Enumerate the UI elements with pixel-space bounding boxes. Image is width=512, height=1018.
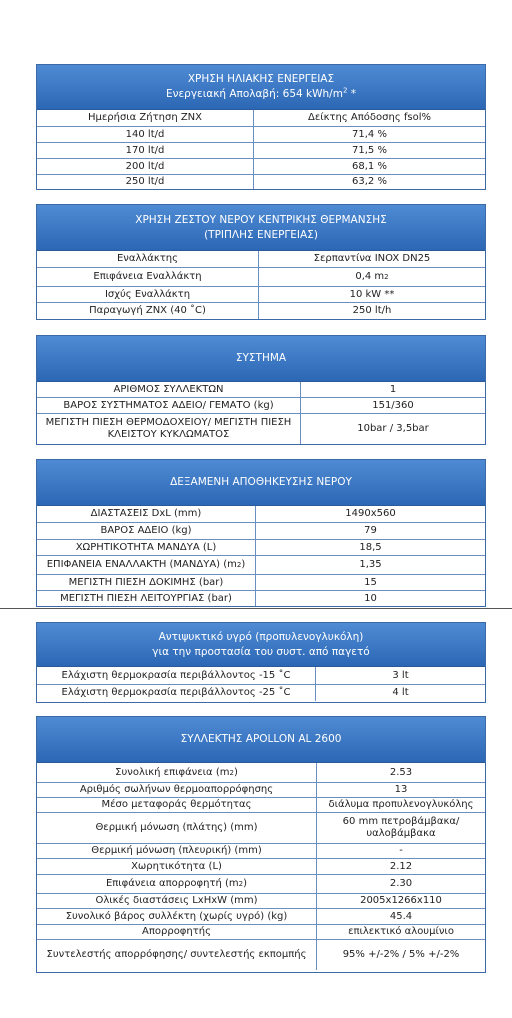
column-header: Δείκτης Απόδοσης fsol% <box>308 112 431 123</box>
table-row <box>37 397 485 413</box>
row-value: 15 <box>364 576 377 588</box>
row-label: ΕΠΙΦΑΝΕΙΑ ΕΝΑΛΛΑΚΤΗ (ΜΑΝΔΥΑ) (m 2 ) <box>37 556 256 574</box>
row-label: ΜΕΓΙΣΤΗ ΠΙΕΣΗ ΔΟΚΙΜΗΣ (bar) <box>37 575 256 590</box>
table-row <box>37 893 485 908</box>
row-label: ΔΙΑΣΤΑΣΕΙΣ DxL (mm) <box>37 506 256 522</box>
row-label: ΒΑΡΟΣ ΑΔΕΙΟ (kg) <box>37 523 256 539</box>
row-label: ΧΩΡΗΤΙΚΟΤΗΤΑ ΜΑΝΔΥΑ (L) <box>37 540 256 555</box>
row-value: 71,5 % <box>352 144 387 156</box>
row-label: ΜΕΓΙΣΤΗ ΠΙΕΣΗ ΛΕΙΤΟΥΡΓΙΑΣ (bar) <box>37 591 256 606</box>
system-header <box>37 336 485 382</box>
table-row <box>37 908 485 924</box>
solar-energy-table <box>36 64 486 190</box>
table-row <box>37 522 485 539</box>
row-value: 45.4 <box>389 910 413 922</box>
collector-table <box>36 716 486 973</box>
table-row <box>37 251 485 267</box>
row-value: 0,4 m 2 <box>355 271 389 282</box>
row-value: 79 <box>364 525 377 536</box>
collector-title: ΣΥΛΛΕΚΤΗΣ APOLLON AL 2600 <box>180 733 342 745</box>
solar-energy-title: ΧΡΗΣΗ ΗΛΙΑΚΗΣ ΕΝΕΡΓΕΙΑΣ <box>187 73 335 85</box>
table-row <box>37 797 485 812</box>
row-value: 68,1 % <box>352 160 387 172</box>
water-tank-header <box>37 460 485 506</box>
table-row <box>37 267 485 286</box>
row-value: 1490x560 <box>345 508 396 519</box>
row-value: 71,4 % <box>352 128 387 140</box>
column-header: Ημερήσια Ζήτηση ΖΝΧ <box>37 110 254 126</box>
table-row <box>37 286 485 302</box>
table-row <box>37 539 485 555</box>
row-value: επιλεκτικό αλουμίνιο <box>348 926 454 937</box>
energy-gain: Ενεργειακή Απολαβή: 654 kWh/$m^2$ * <box>165 86 356 100</box>
row-label: Ολικές διαστάσεις LxHxW (mm) <box>37 894 317 908</box>
row-label: Θερμική μόνωση (πλευρική) (mm) <box>37 844 317 858</box>
table-row <box>37 126 485 142</box>
row-label: Απορροφητής <box>37 925 317 939</box>
row-label: 200 lt/d <box>37 159 254 174</box>
table-row <box>37 924 485 939</box>
row-label: Συνολικό βάρος συλλέκτη (χωρίς υγρό) (kg) <box>37 909 317 924</box>
row-value: διάλυμα προπυλενογλυκόλης <box>328 799 474 810</box>
row-value: 2.12 <box>389 860 413 872</box>
row-label: Θερμική μόνωση (πλάτης) (mm) <box>37 813 317 843</box>
row-value: 1 <box>389 383 397 395</box>
row-value: Σερπαντίνα INOX DN25 <box>313 253 431 264</box>
row-value: 18,5 <box>359 541 382 553</box>
row-label: Συντελεστής απορρόφησης/ συντελεστής εκπομπής <box>37 940 317 970</box>
row-label: Ελάχιστη θερμοκρασία περιβάλλοντος -25 ˚C <box>37 685 316 701</box>
row-value: 4 lt <box>392 687 409 698</box>
row-value: 250 lt/h <box>352 305 392 316</box>
row-label: 170 lt/d <box>37 143 254 158</box>
table-row <box>37 667 485 684</box>
row-label: Επιφάνεια Εναλλάκτη <box>37 268 259 286</box>
row-label: 140 lt/d <box>37 127 254 142</box>
row-label: ΒΑΡΟΣ ΣΥΣΤΗΜΑΤΟΣ ΑΔΕΙΟ/ ΓΕΜΑΤΟ (kg) <box>37 398 301 413</box>
table-row <box>37 590 485 606</box>
row-label: Αριθμός σωλήνων θερμοαπορρόφησης <box>37 783 317 797</box>
row-label: Συνολική επιφάνεια (m 2 ) <box>37 763 317 782</box>
table-row <box>37 763 485 782</box>
row-value: 2005x1266x110 <box>360 895 442 906</box>
table-row <box>37 555 485 574</box>
table-head-row <box>37 110 485 126</box>
table-row <box>37 874 485 893</box>
row-value: 3 lt <box>392 669 409 681</box>
table-row <box>37 858 485 874</box>
row-value: 95% +/-2% / 5% +/-2% <box>342 949 460 960</box>
table-row <box>37 302 485 319</box>
table-row <box>37 684 485 701</box>
divider-line <box>0 608 512 609</box>
table-row <box>37 574 485 590</box>
system-title: ΣΥΣΤΗΜΑ <box>235 352 287 364</box>
row-label: Εναλλάκτης <box>37 251 259 267</box>
antifreeze-subtitle: για την προστασία του συστ. από παγετό <box>152 645 370 658</box>
row-value: 60 mm πετροβάμβακα/ υαλοβάμβακα <box>342 816 460 839</box>
table-row <box>37 843 485 858</box>
solar-energy-header <box>37 65 485 110</box>
water-tank-table <box>36 459 486 607</box>
antifreeze-title: Αντιψυκτικό υγρό (προπυλενογλυκόλη) <box>158 630 364 643</box>
table-row <box>37 782 485 797</box>
row-label: ΜΕΓΙΣΤΗ ΠΙΕΣΗ ΘΕΡΜΟΔΟΧΕΙΟΥ/ ΜΕΓΙΣΤΗ ΠΙΕΣΗ ΚΛΕΙΣΤΟΥ ΚΥΚΛΩΜΑΤΟΣ <box>37 414 301 444</box>
row-label: Μέσο μεταφοράς θερμότητας <box>37 798 317 812</box>
row-label: 250 lt/d <box>37 175 254 189</box>
central-heating-title: ΧΡΗΣΗ ΖΕΣΤΟΥ ΝΕΡΟΥ ΚΕΝΤΡΙΚΗΣ ΘΕΡΜΑΝΣΗΣ <box>135 213 387 226</box>
table-row <box>37 158 485 174</box>
row-label: ΑΡΙΘΜΟΣ ΣΥΛΛΕΚΤΩΝ <box>37 382 301 397</box>
row-label: Επιφάνεια απορροφητή (m 2 ) <box>37 875 317 893</box>
antifreeze-header <box>37 623 485 667</box>
table-row <box>37 382 485 397</box>
table-row <box>37 506 485 522</box>
row-label: Παραγωγή ΖΝΧ (40 ˚C) <box>37 303 259 319</box>
collector-header <box>37 717 485 763</box>
row-value: - <box>399 845 403 856</box>
row-value: 2.30 <box>389 878 413 889</box>
row-value: 10 kW ** <box>349 288 395 300</box>
table-row <box>37 812 485 843</box>
antifreeze-table <box>36 622 486 703</box>
row-label: Ισχύς Εναλλάκτη <box>37 287 259 302</box>
system-table <box>36 335 486 445</box>
row-label: Χωρητικότητα (L) <box>37 859 317 874</box>
row-value: 151/360 <box>372 399 414 411</box>
row-value: 63,2 % <box>352 176 387 187</box>
row-value: 1,35 <box>359 559 382 570</box>
central-heating-header <box>37 205 485 251</box>
table-row <box>37 939 485 970</box>
table-row <box>37 413 485 444</box>
table-row <box>37 142 485 158</box>
water-tank-title: ΔΕΞΑΜΕΝΗ ΑΠΟΘΗΚΕΥΣΗΣ ΝΕΡΟΥ <box>170 476 352 488</box>
row-value: 2.53 <box>389 766 413 778</box>
row-value: 10 <box>364 592 377 604</box>
central-heating-table <box>36 204 486 320</box>
row-value: 10bar / 3,5bar <box>357 423 429 434</box>
row-label: Ελάχιστη θερμοκρασία περιβάλλοντος -15 ˚C <box>37 667 316 684</box>
central-heating-subtitle: (ΤΡΙΠΛΗΣ ΕΝΕΡΓΕΙΑΣ) <box>204 228 318 241</box>
table-row <box>37 174 485 189</box>
row-value: 13 <box>394 784 408 795</box>
